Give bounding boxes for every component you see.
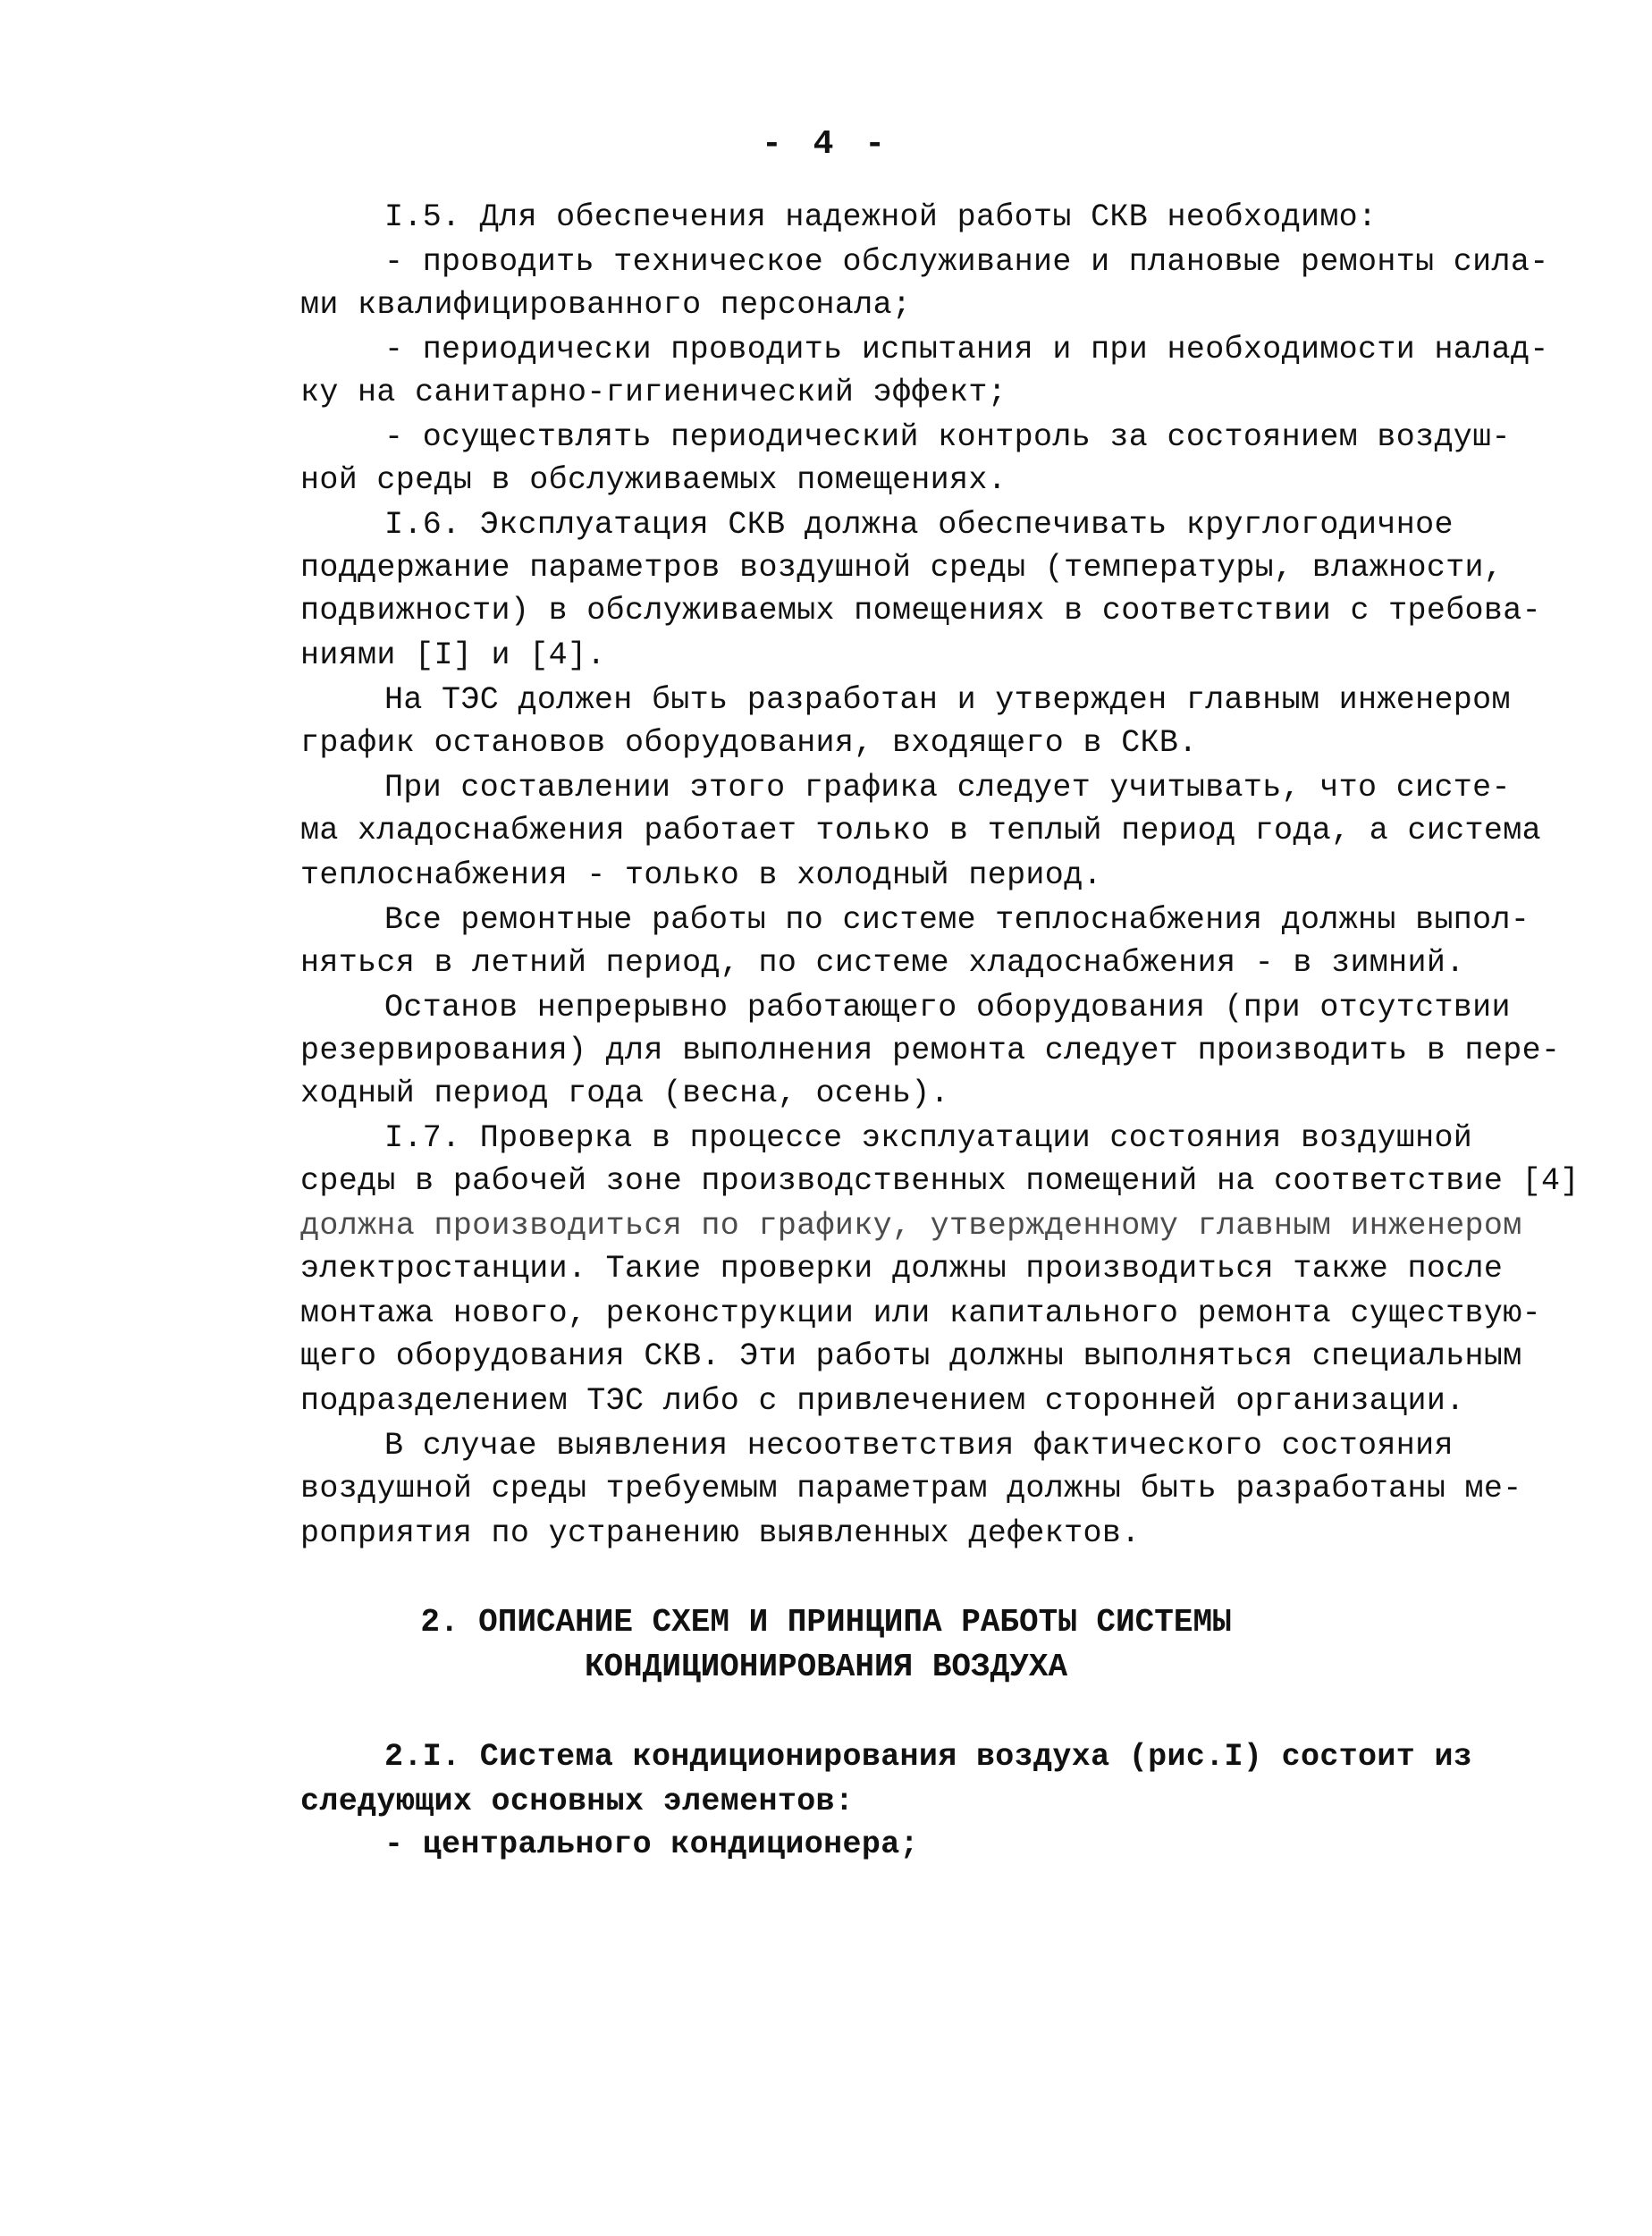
text-line: ходный период года (весна, осень). <box>300 1076 950 1111</box>
section-heading-line-1: 2. ОПИСАНИЕ СХЕМ И ПРИНЦИПА РАБОТЫ СИСТЕМЫ <box>420 1604 1232 1641</box>
text-line: Останов непрерывно работающего оборудования (при отсутствии <box>384 990 1511 1025</box>
text-line: На ТЭС должен быть разработан и утвержден главным инженером <box>384 682 1511 718</box>
text-line: - периодически проводить испытания и при необходимости налад- <box>384 332 1549 367</box>
text-line: ниями [I] и [4]. <box>300 637 606 673</box>
page-number: - 4 - <box>761 125 891 164</box>
text-line: среды в рабочей зоне производственных помещений на соответствие [4] <box>300 1163 1580 1199</box>
text-line: электростанции. Такие проверки должны производиться также после <box>300 1251 1504 1287</box>
text-line: При составлении этого графика следует учитывать, что систе- <box>384 770 1511 806</box>
text-line: теплоснабжения - только в холодный период. <box>300 857 1102 893</box>
text-line: ми квалифицированного персонала; <box>300 287 912 323</box>
text-line: В случае выявления несоответствия фактического состояния <box>384 1428 1454 1464</box>
text-line: роприятия по устранению выявленных дефектов. <box>300 1515 1141 1551</box>
text-line: воздушной среды требуемым параметрам должны быть разработаны ме- <box>300 1471 1522 1506</box>
text-line: I.5. Для обеспечения надежной работы СКВ необходимо: <box>384 199 1378 235</box>
text-line: должна производиться по графику, утвержденному главным инженером <box>300 1208 1522 1244</box>
text-line: поддержание параметров воздушной среды (температуры, влажности, <box>300 550 1504 586</box>
text-line: резервирования) для выполнения ремонта следует производить в пере- <box>300 1033 1561 1068</box>
section-heading-line-2: КОНДИЦИОНИРОВАНИЯ ВОЗДУХА <box>584 1649 1068 1685</box>
text-line: - проводить техническое обслуживание и плановые ремонты сила- <box>384 244 1549 280</box>
text-line: ма хладоснабжения работает только в теплый период года, а система <box>300 813 1541 848</box>
text-line: подразделением ТЭС либо с привлечением сторонней организации. <box>300 1383 1465 1419</box>
text-line: ной среды в обслуживаемых помещениях. <box>300 462 1007 498</box>
text-line: график остановов оборудования, входящего в СКВ. <box>300 725 1198 761</box>
text-line: щего оборудования СКВ. Эти работы должны выполняться специальным <box>300 1338 1522 1374</box>
section-text-line: - центрального кондиционера; <box>384 1827 919 1862</box>
text-line: няться в летний период, по системе хладоснабжения - в зимний. <box>300 945 1465 981</box>
text-line: I.6. Эксплуатация СКВ должна обеспечивать круглогодичное <box>384 507 1454 543</box>
text-line: - осуществлять периодический контроль за состоянием воздуш- <box>384 419 1511 455</box>
text-line: ку на санитарно-гигиенический эффект; <box>300 375 1007 410</box>
text-line: монтажа нового, реконструкции или капитального ремонта существую- <box>300 1295 1541 1331</box>
section-text-line: следующих основных элементов: <box>300 1784 855 1819</box>
text-line: подвижности) в обслуживаемых помещениях в соответствии с требова- <box>300 593 1541 629</box>
text-line: Все ремонтные работы по системе теплоснабжения должны выпол- <box>384 902 1530 938</box>
section-text-line: 2.I. Система кондиционирования воздуха (рис.I) состоит из <box>384 1739 1473 1775</box>
text-line: I.7. Проверка в процессе эксплуатации состояния воздушной <box>384 1120 1473 1156</box>
